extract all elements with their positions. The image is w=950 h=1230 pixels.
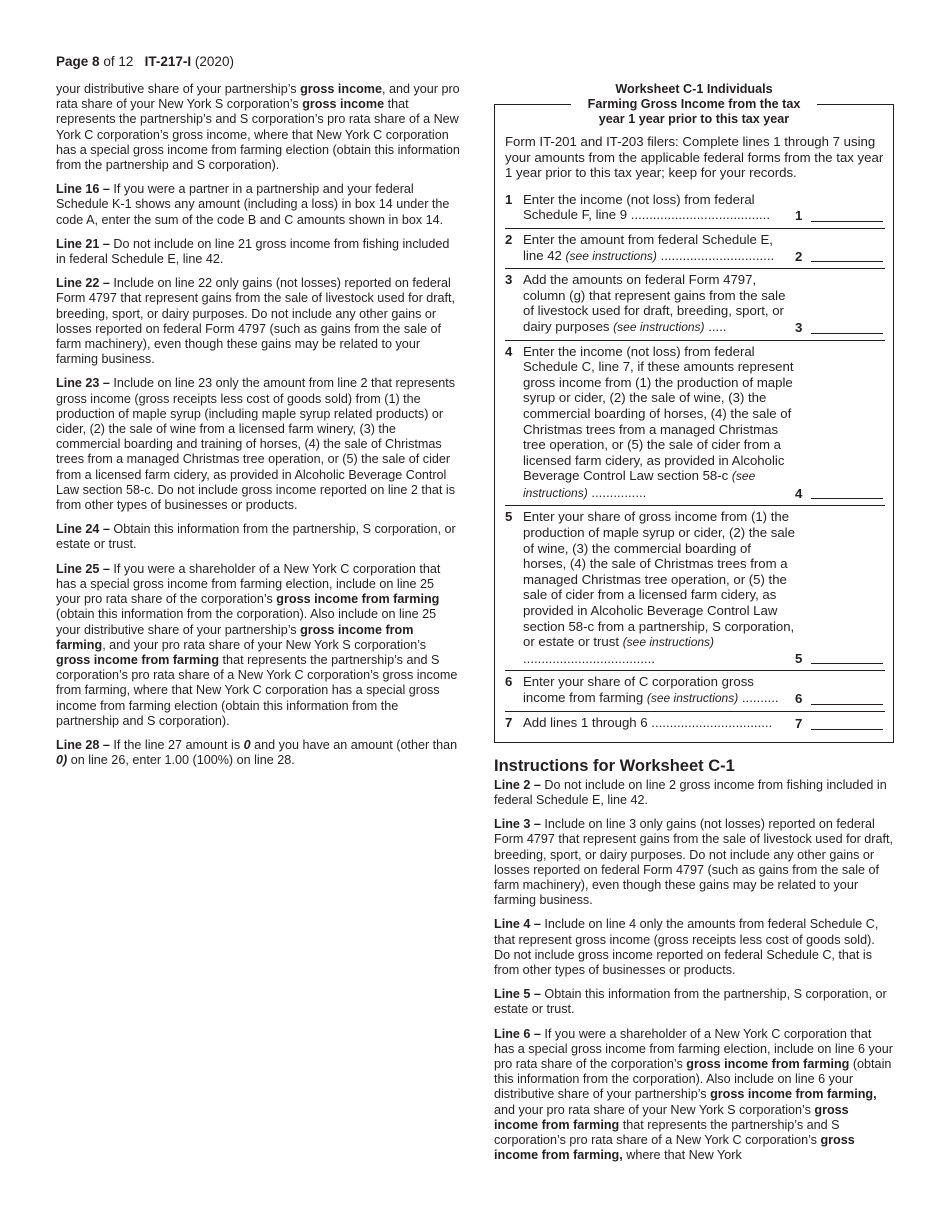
form-year: (2020) (194, 54, 234, 69)
worksheet-intro: Form IT-201 and IT-203 filers: Complete lines 1 through 7 using your amounts from the applicable federal forms from the tax year 1 year prior to this tax year; keep for your records. (505, 134, 884, 181)
amount-entry-field[interactable] (811, 715, 883, 730)
page-label: Page (56, 54, 89, 69)
amount-entry-field[interactable] (811, 207, 883, 222)
instr-line-3: Line 3 – Include on line 3 only gains (not losses) reported on federal Form 4797 that represent gains from the sale of livestock used for draft, breeding, sport, or dairy purposes. Do not include any other gains or losses reported on federal Form 4797 (such as gains from the sale of farm machinery), even though these gains may be related to your farming business. (494, 817, 893, 908)
line-description: Enter your share of C corporation gross income from farming (see instructions) .......... (523, 674, 779, 705)
line-number: 3 (505, 272, 513, 288)
line-description: Enter the income (not loss) from federal Schedule C, line 7, if these amounts represent gross income from (1) the production of maple syrup or cider, (2) the sale of wine, (3) the commercial boarding of horses, (4) the sale of Christmas trees from a managed Christmas tree operation, or (5) the sale of cider from a licensed farm cidery, as provided in Alcoholic Beverage Control Law section 58-c (see instructions) ............... (523, 343, 794, 500)
line-number: 6 (505, 674, 513, 690)
worksheet-line-1 (505, 189, 885, 229)
line-description: Add lines 1 through 6 ................................. (523, 714, 773, 730)
right-column (494, 82, 894, 1172)
worksheet-line-3 (505, 269, 885, 340)
line-ref-number: 4 (795, 485, 803, 501)
line-28-instruction: Line 28 – If the line 27 amount is 0 and you have an amount (other than 0) on line 26, enter 1.00 (100%) on line 28. (56, 737, 458, 768)
instructions-title: Instructions for Worksheet C-1 (494, 756, 735, 775)
instr-line-6: Line 6 – If you were a shareholder of a New York C corporation that has a special gross income from farming election, include on line 6 your pro rata share of the corporation’s gross income from farming (obtain this information from the corporation). Also include on line 6 your distributive share of your partnership’s gross income from farming, and your pro rata share of your New York S corporation’s gross income from farming that represents the partnership’s and S corporation’s pro rata share of a New York C corporation’s gross income from farming, where that New York (494, 1026, 894, 1163)
line-description: Enter the income (not loss) from federal Schedule F, line 9 ...................................... (523, 191, 770, 223)
instr-line-4: Line 4 – Include on line 4 only the amounts from federal Schedule C, that represent gross income (gross receipts less cost of goods sold). Do not include gross income reported on federal Schedule C, that is from other types of businesses or products. (494, 917, 879, 978)
worksheet-line-5 (505, 506, 885, 671)
line-number: 5 (505, 509, 513, 525)
form-number: IT-217-I (144, 54, 192, 69)
line-ref-number: 2 (795, 248, 803, 264)
amount-entry-field[interactable] (811, 649, 883, 664)
line-ref-number: 3 (795, 319, 803, 335)
page-header (56, 54, 234, 69)
line-number: 1 (505, 191, 513, 207)
line-description: Add the amounts on federal Form 4797, column (g) that represent gains from the sale of livestock used for draft, breeding, sport, or dairy purposes (see instructions) ..... (523, 272, 786, 334)
worksheet-line-2 (505, 229, 885, 269)
worksheet-lines (505, 189, 885, 736)
worksheet-line-4 (505, 341, 885, 507)
worksheet-line-7 (505, 712, 885, 736)
line-ref-number: 1 (795, 208, 803, 224)
instr-line-5: Line 5 – Obtain this information from the partnership, S corporation, or estate or trust. (494, 987, 887, 1017)
page-total: of 12 (103, 54, 134, 69)
line-23-instruction: Line 23 – Include on line 23 only the amount from line 2 that represents gross income (gross receipts less cost of goods sold) from (1) the production of maple syrup (including maple syrup related products) or cider, (2) the sale of wine from a licensed farm winery, (3) the commercial boarding and training of horses, (4) the sale of Christmas trees from a managed Christmas tree operation, or (5) the sale of cider from a licensed farm cidery, as provided in Alcoholic Beverage Control Law section 58-c. Do not include gross income reported on line 2 that is from other types of businesses or products. (56, 376, 456, 513)
left-column (56, 82, 460, 777)
worksheet-box (494, 104, 894, 743)
line-22-instruction: Line 22 – Include on line 22 only gains (not losses) reported on federal Form 4797 that represent gains from the sale of livestock used for draft, breeding, sport, or dairy purposes. Do not include any other gains or losses reported on federal Form 4797 (such as gains from the sale of farm machinery), even though these gains may be related to your farming business. (56, 276, 455, 367)
amount-entry-field[interactable] (811, 484, 883, 499)
amount-entry-field[interactable] (811, 690, 883, 705)
paragraph-continued: your distributive share of your partnership’s gross income, and your pro rata share of your New York S corporation’s gross income that represents the partnership’s and S corporation’s pro rata share of a New York C corporation’s gross income, where that New York C corporation has a special gross income from farming election (obtain this information from the partnership and S corporation). (56, 82, 460, 173)
line-24-instruction: Line 24 – Obtain this information from the partnership, S corporation, or estate or trust. (56, 522, 456, 552)
line-ref-number: 7 (795, 716, 803, 731)
worksheet-title: Worksheet C-1 Individuals Farming Gross Income from the tax year 1 year prior to this tax year (587, 82, 801, 126)
line-number: 4 (505, 343, 513, 359)
line-description: Enter the amount from federal Schedule E, line 42 (see instructions) ............................... (523, 231, 775, 263)
line-ref-number: 6 (795, 691, 803, 706)
line-number: 7 (505, 714, 513, 730)
line-ref-number: 5 (795, 650, 803, 666)
page-number: 8 (92, 54, 100, 69)
amount-entry-field[interactable] (811, 247, 883, 262)
line-description: Enter your share of gross income from (1) the production of maple syrup or cider, (2) the sale of wine, (3) the commercial boarding of horses, (4) the sale of Christmas trees from a managed Christmas tree operation, or (5) the sale of cider from a licensed farm cidery, as provided in Alcoholic Beverage Control Law section 58-c from a partnership, S corporation, or estate or trust (see instructions) .................................... (523, 509, 795, 666)
line-25-instruction: Line 25 – If you were a shareholder of a New York C corporation that has a special gross income from farming election, include on line 25 your pro rata share of the corporation’s gross income from farming (obtain this information from the corporation). Also include on line 25 your distributive share of your partnership’s gross income from farming, and your pro rata share of your New York S corporation’s gross income from farming that represents the partnership’s and S corporation’s pro rata share of a New York C corporation’s gross income from farming, where that New York C corporation has a special gross income from farming election (obtain this information from the partnership and S corporation). (56, 561, 458, 728)
worksheet-line-6 (505, 671, 885, 711)
line-21-instruction: Line 21 – Do not include on line 21 gross income from fishing included in federal Schedule E, line 42. (56, 236, 450, 267)
line-number: 2 (505, 231, 513, 247)
line-16-instruction: Line 16 – If you were a partner in a partnership and your federal Schedule K-1 shows any amount (including a loss) in box 14 under the code A, enter the sum of the code B and C amounts shown in box 14. (56, 182, 450, 227)
amount-entry-field[interactable] (811, 319, 883, 334)
instr-line-2: Line 2 – Do not include on line 2 gross income from fishing included in federal Schedule E, line 42. (494, 777, 887, 807)
